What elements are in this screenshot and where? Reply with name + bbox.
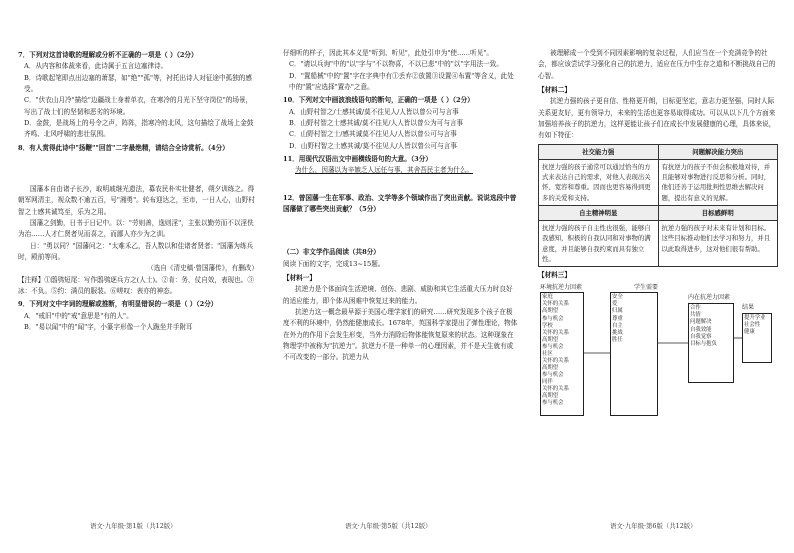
- footer-page-6: 语文·九年级·第6版（共12版）: [610, 522, 697, 530]
- passage-paragraph: 国藩本自由诸子长沙，取明戚继光遗法，募农民朴实壮健者，朔夕训练之。得朝军网清主，视众数不逾五百，号"湘勇"。转布迎达之，至市，一日人心，山野村智之士感其诚笃至，乐为之用。: [18, 184, 255, 216]
- material-1-title: 【材料一】: [283, 273, 316, 282]
- diagram-item: 安全: [612, 294, 623, 301]
- question-10: 10．下列对文中画波浪线语句的断句，正确的一项是（ ）（2分）: [283, 96, 474, 105]
- diagram-item: 参与机会: [542, 343, 564, 350]
- material-1-cont: 被理解成一个受到不同因素影响的复杂过程，人们应当在一个充满竞争的社会，都应该尝试学习强化自己的抗逆力，适应在压力中生存之道和不断挑战自己的心智。: [538, 49, 776, 80]
- diagram-item: 社会性: [744, 322, 761, 329]
- material-1-paragraph: 抗逆力是个体面向生活逆境、创伤、悲剧、威胁和其它生活重大压力时良好的适应能力，即个体从困难中恢复过来的能力。: [283, 285, 513, 305]
- material-2-paragraph: 抗逆力强的孩子更自信、性格更开朗，目标更坚定，意志力更坚强，同时人际关系更友好，更有领导力，未来的生活也更容易取得成功。可以从以下几个方面来加强培养孩子的抗逆力，这样更能让孩子们在成长中发展健康的心理，具体来说，有如下特征：: [538, 97, 776, 140]
- q7-option-a: A．从内容和体裁来看，此诗属于五言边塞律诗。: [24, 62, 168, 71]
- diagram-item: 高期望: [542, 392, 559, 399]
- diagram-item: 尊重: [612, 315, 623, 322]
- q9-option-a: A．"戒旧"中的"戒"意思是"有的人"。: [24, 311, 133, 320]
- table-cell: 抗逆力强的孩子通常可以通过恰当的方式来表达自己的需求，对他人表现出关怀、宽容和尊重。因而也更容易得到更多的关爱和支持。: [539, 159, 659, 205]
- diagram-item: 参与机会: [542, 315, 564, 322]
- table-cell: 有抗逆力的孩子不但会积极地对待，并且能够对事物进行反思和分析。同时，他们还善于运用批判性思维去解决问题，提出有意义的见解。: [658, 159, 778, 205]
- question-9: 9．下列对文中字词的理解或推断，有明显错误的一项是（ ）（2分）: [18, 300, 218, 309]
- diagram-item: 提升学业: [744, 315, 766, 322]
- diagram-item: 同伴: [542, 378, 553, 385]
- q10-option-a: A．山野村智之/士感其诚/莫不往见人/人皆以曾公可与言事: [289, 107, 459, 116]
- diagram-item: 参与机会: [542, 399, 564, 406]
- question-11: 11．用现代汉语出文中画横线语句的大意。（3分）: [283, 154, 432, 163]
- question-12: 12．曾国藩一生在军事、政治、文学等多个领域作出了突出贡献。说说选段中曾国藩做了哪些突出贡献？（5分）: [283, 193, 517, 213]
- diagram-result-title: 结果: [742, 304, 755, 312]
- diagram-right-title: 内在抗逆力因素: [688, 294, 731, 302]
- table-header: 自主精神明显: [539, 205, 659, 220]
- diagram-item: 关怀的关系: [542, 301, 569, 308]
- diagram-item: 自我效能: [690, 326, 712, 333]
- diagram-item: 胜任: [612, 336, 623, 343]
- diagram-item: 问题解决: [690, 319, 712, 326]
- q9-option-b-cont: 仔细听的样子，因此其本义是"听到、听见"，此处引申为"使……听见"。: [283, 49, 493, 57]
- q9-option-c: C．"请以兵询"中的"以"字与"不以物喜，不以已悲"中的"以"字用法一致。: [289, 60, 503, 69]
- column-middle: [283, 48, 518, 364]
- diagram-item: 目标与抱负: [690, 340, 717, 347]
- q9-option-b: B．"易以闻"中的"闻"字，小篆字形像一个人跪坐并手附耳: [24, 322, 193, 331]
- passage-paragraph: 日："勇以同？"国藩问之："太难禾乙，吾人数以和佳诸者贤者；"国藩为练兵时，殿前等问。: [18, 241, 254, 261]
- diagram-item: 健康: [744, 329, 755, 336]
- diagram-item: 参与机会: [542, 371, 564, 378]
- q7-option-c: C．"伏衣山月冷"描绘"边疆战士身着单衣，在寒冷的月光下坚守岗位"的场景，写出了战士们的坚韧和恶劣的环境。: [24, 96, 253, 116]
- q11-sentence: 为什么，因藩以为辛嫉乏人远任与事，其舍吾民主者为什么。: [295, 166, 474, 175]
- q10-option-d: D．山野村智之士感其诚/莫不往见人/人皆以曾公可与言事: [289, 141, 457, 150]
- footer-page-5: 语文·九年级·第5版（共12版）: [345, 522, 432, 530]
- table-cell: 抗逆力强的孩子自主性也很强，能够自我感知，积极的自我认同和对事物的满意度，并且能够自我约束而具有独立性。: [539, 221, 659, 267]
- table-cell: 抗逆力强的孩子对未来有计划和目标。这些目标推动他们去学习和努力，并且以此取得进步，这对他们很有帮助。: [658, 221, 778, 267]
- diagram-left-title: 环境抗逆力因素: [540, 284, 583, 292]
- diagram-item: 高期望: [542, 336, 559, 343]
- passage-source: （选自《清史稿·曾国藩传》，有删改）: [147, 264, 258, 273]
- traits-table: [538, 144, 778, 268]
- diagram-item: 学校: [542, 322, 553, 329]
- column-left: [18, 48, 258, 333]
- section-2-intro: 阅读下面的文字，完成13~15题。: [283, 259, 385, 268]
- diagram-item: 自我觉察: [690, 333, 712, 340]
- table-header: 目标感鲜明: [658, 205, 778, 220]
- diagram-item: 关怀的关系: [542, 385, 569, 392]
- table-header: 问题解决能力突出: [658, 144, 778, 159]
- diagram-item: 高期望: [542, 308, 559, 315]
- diagram-item: 合作: [690, 305, 701, 312]
- material-3-title: 【材料三】: [538, 271, 571, 280]
- diagram-item: 社区: [542, 350, 553, 357]
- table-header: 社交能力强: [539, 144, 659, 159]
- passage-paragraph: 国藩之剑勤，日书于日记中。以："劳则善，逸则淫"，主张以勤劳而不以淫佚为治……人才仁贤者见而喜之，而鄙人亦少为之训。: [18, 218, 254, 239]
- diagram-item: 归属: [612, 308, 623, 315]
- diagram-item: 关怀的关系: [542, 357, 569, 364]
- resilience-diagram: [538, 283, 778, 423]
- diagram-item: 爱: [612, 301, 618, 308]
- diagram-item: 家庭: [542, 294, 553, 301]
- material-2-title: 【材料二】: [538, 85, 571, 94]
- column-right: [538, 48, 778, 423]
- diagram-item: 自主: [612, 322, 623, 329]
- section-2-title: （二）非文学作品阅读（共8分）: [283, 248, 380, 257]
- diagram-item: 关怀的关系: [542, 329, 569, 336]
- footer-page-1: 语文·九年级·第1版（共12版）: [90, 522, 177, 530]
- question-8: 8．有人赏得此诗中"扬鞭""回首"二字最绝精，请结合全诗赏析。（4分）: [18, 143, 229, 152]
- question-7: 7．下列对这首诗歌的理解或分析不正确的一项是（ ）（2分）: [18, 51, 198, 59]
- diagram-arrows: [538, 283, 778, 423]
- notes: 【注释】①鸱鸮短尾：写作鸱鸮逐兵方之(人士)。②肯：务，仗自效，表现也。③冰：不负。⑤约：满员的服装。⑥嗟叹：表亦的神态。: [18, 275, 254, 295]
- material-1-paragraph: 抗逆力这一概念最早源于美国心理学家们的研究……研究发现多个孩子在极度不利的环境中，仍然能健康成长。1678年，英国科学家提出了弹性理论，物体在外力的作用下会发生形变，当外力消除后物体能恢复原来的状态。这种现象在物理学中被称为"抗逆力"。抗逆力不是一种单一的心理因素，并不是天生就有或不可改变的一部分。抗逆力从: [283, 307, 518, 362]
- q7-option-d: D．金鼓，是战场上的号令之声，阵阵，指寒冷的北风，这句描绘了战场上金鼓齐鸣、北风呼啸的悲壮氛围。: [24, 118, 254, 139]
- diagram-item: 共情: [690, 312, 701, 319]
- q9-option-d: D．"置船械"中的"置"字在字典中有①丢弃②放置③设置④布置"等含义，此处中的"置"应选择"置办"之意。: [289, 71, 514, 91]
- q10-option-c: C．山野村智之士/感其诚莫不往见人/人皆以曾公可与言事: [289, 130, 457, 139]
- q10-option-b: B．山野村智之士感其诚/莫不往见/人人皆以曾公为可与言事: [289, 118, 464, 127]
- diagram-item: 高期望: [542, 364, 559, 371]
- q7-option-b: B．诗歌起笔即点出边塞的萧瑟，如"绝""孤"等，衬托出诗人对征途中孤独的感受。: [24, 73, 252, 93]
- diagram-item: 挑战: [612, 329, 623, 336]
- diagram-mid-title: 学生需要: [634, 284, 659, 292]
